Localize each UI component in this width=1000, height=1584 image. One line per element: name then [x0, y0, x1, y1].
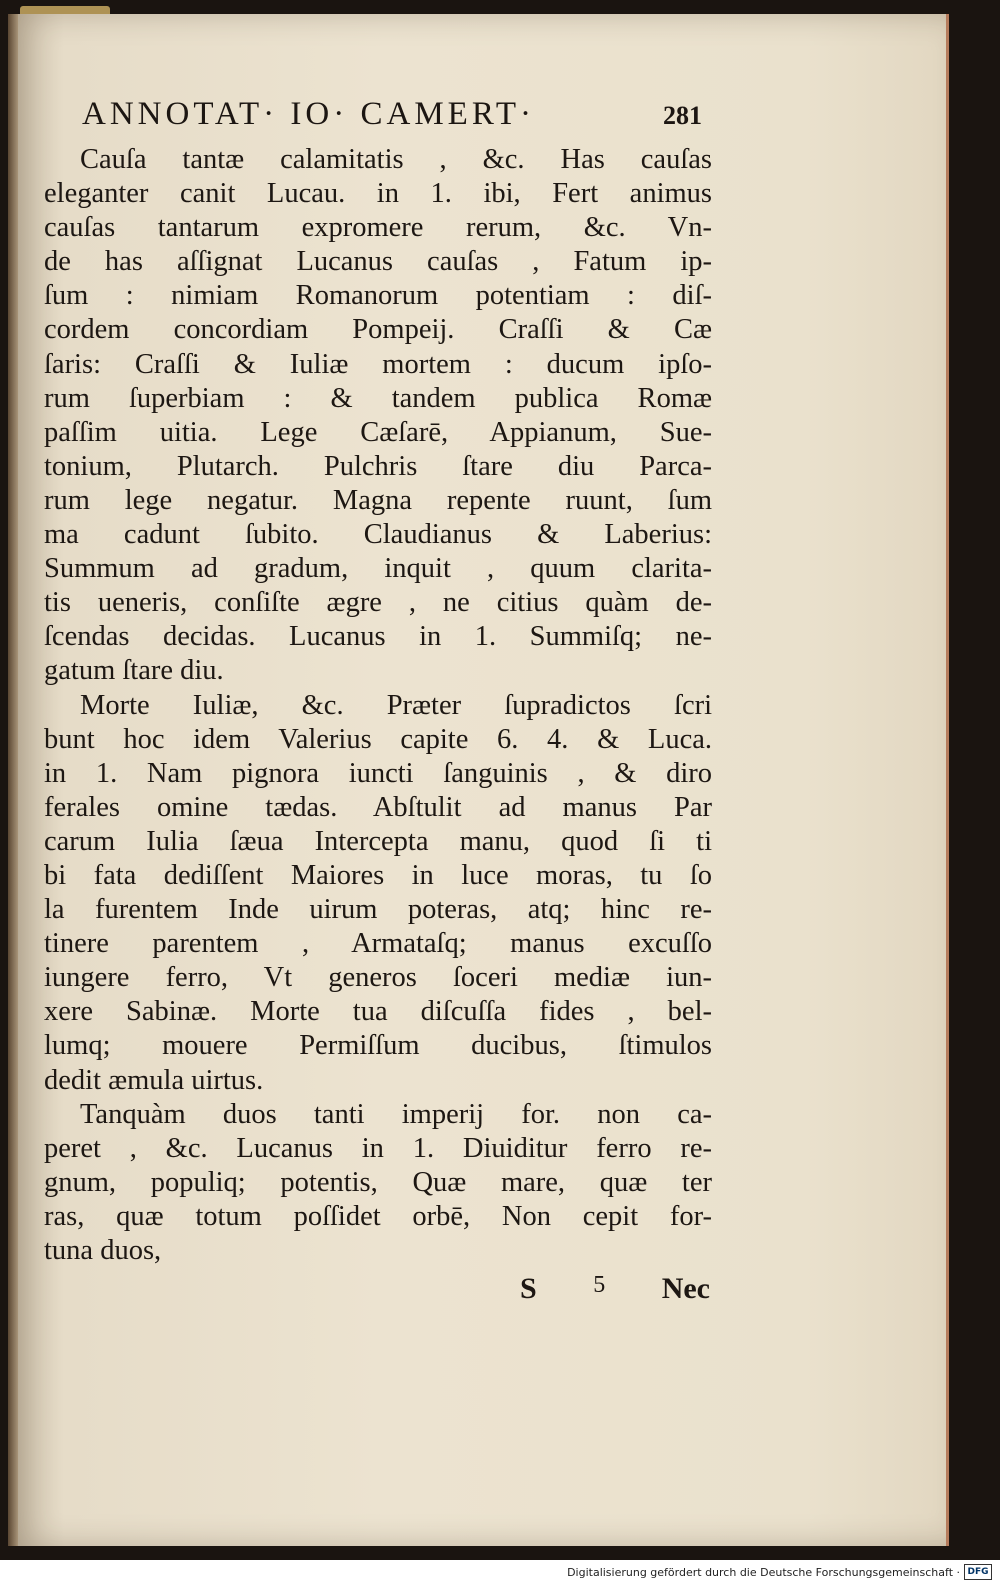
text-line: ſcendas decidas. Lucanus in 1. Summiſq; ne- [44, 621, 712, 653]
text-line: Cauſa tantæ calamitatis , &c. Has cauſas [80, 144, 712, 175]
catchword: Nec [661, 1272, 710, 1305]
text-line: ma cadunt ſubito. Claudianus & Laberius: [44, 519, 712, 551]
text-line: tuna duos, [44, 1235, 162, 1266]
digitization-footer [567, 1562, 992, 1582]
funding-credit: Digitalisierung gefördert durch die Deutsche Forschungsgemeinschaft · [567, 1565, 960, 1579]
text-line: tonium, Plutarch. Pulchris ſtare diu Parca- [44, 450, 712, 482]
page-gutter-shadow [8, 14, 18, 1546]
text-line: eleganter canit Lucau. in 1. ibi, Fert animus [44, 178, 712, 210]
text-line: bunt hoc idem Valerius capite 6. 4. & Luca. [44, 723, 712, 755]
text-line: gnum, populiq; potentis, Quæ mare, quæ ter [44, 1166, 712, 1198]
text-line: Tanquàm duos tanti imperij for. non ca- [80, 1098, 712, 1130]
text-line: de has aſſignat Lucanus cauſas , Fatum ip- [44, 246, 712, 278]
text-line: cauſas tantarum expromere rerum, &c. Vn- [44, 212, 712, 244]
page-header [82, 96, 702, 136]
text-line: bi fata dediſſent Maiores in luce moras, tu ſo [44, 859, 712, 891]
running-head: ANNOTAT· IO· CAMERT· [82, 96, 535, 132]
text-line: peret , &c. Lucanus in 1. Diuiditur ferro re- [44, 1132, 712, 1164]
text-line: Summum ad gradum, inquit , quum clarita- [44, 553, 712, 585]
catchword-line [520, 1272, 710, 1306]
text-line: dedit æmula uirtus. [44, 1064, 264, 1096]
text-line: la furentem Inde uirum poteras, atq; hinc re- [44, 894, 712, 926]
text-line: ras, quæ totum poſſidet orbē, Non cepit for- [44, 1200, 712, 1232]
text-line: ſum : nimiam Romanorum potentiam : diſ- [44, 280, 712, 312]
text-line: paſſim uitia. Lege Cæſarē, Appianum, Sue- [44, 416, 712, 448]
text-line: rum lege negatur. Magna repente ruunt, ſum [44, 484, 712, 516]
text-line: in 1. Nam pignora iuncti ſanguinis , & diro [44, 757, 712, 789]
text-line: xere Sabinæ. Morte tua diſcuſſa fides , bel- [44, 996, 712, 1028]
dfg-logo-icon: DFG [964, 1564, 992, 1580]
text-line: gatum ſtare diu. [44, 655, 224, 687]
folio-number: 281 [663, 101, 702, 130]
text-line: iungere ferro, Vt generos ſoceri mediæ iun- [44, 962, 712, 994]
text-line: cordem concordiam Pompeij. Craſſi & Cæ [44, 314, 712, 346]
text-line: rum ſuperbiam : & tandem publica Romæ [44, 382, 712, 414]
text-line: ferales omine tædas. Abſtulit ad manus Par [44, 791, 712, 823]
text-line: tis ueneris, conſiſte ægre , ne citius quàm de- [44, 587, 712, 619]
text-line: lumq; mouere Permiſſum ducibus, ſtimulos [44, 1030, 712, 1062]
signature-mark: S [520, 1272, 537, 1305]
text-line: tinere parentem , Armataſq; manus excuſſo [44, 928, 712, 960]
text-line: carum Iulia ſæua Intercepta manu, quod ſi ti [44, 825, 712, 857]
body-text [44, 143, 712, 1268]
signature-number: 5 [593, 1272, 606, 1298]
text-line: Morte Iuliæ, &c. Præter ſupradictos ſcri [80, 689, 712, 721]
text-line: ſaris: Craſſi & Iuliæ mortem : ducum ipſo- [44, 348, 712, 380]
